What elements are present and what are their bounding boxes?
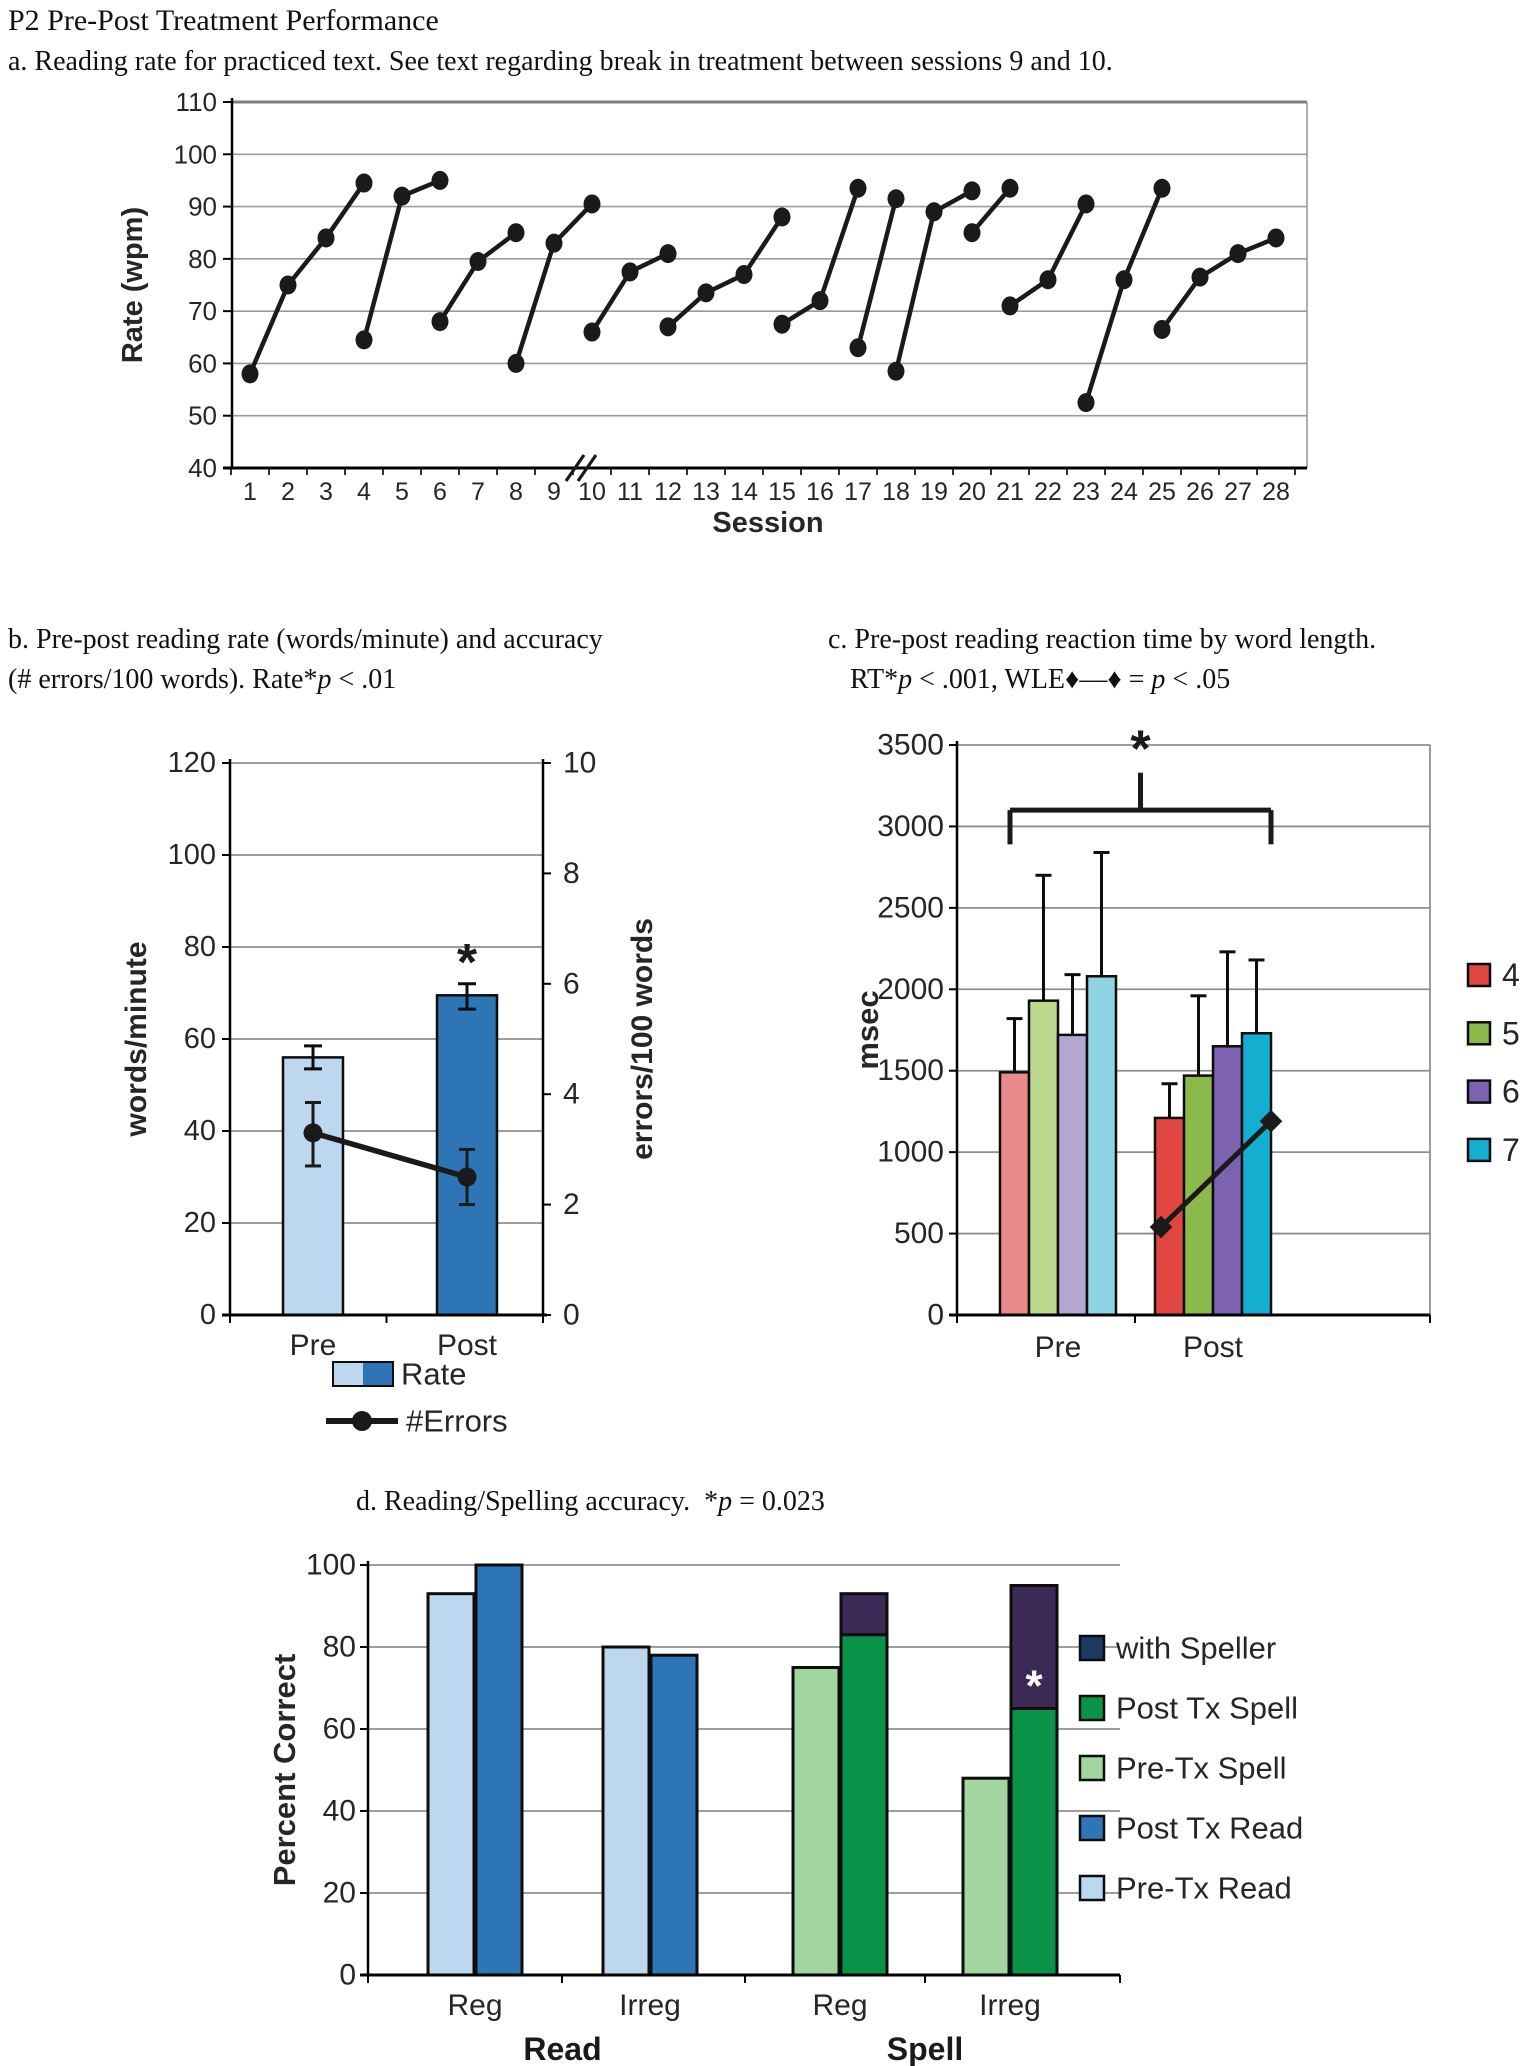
caption-a [8, 42, 1113, 82]
right-axis-labels [563, 747, 596, 1332]
svg-text:0: 0 [339, 1958, 356, 1992]
svg-text:100: 100 [173, 139, 217, 170]
accuracy-bars [428, 1565, 1057, 1975]
svg-text:15: 15 [768, 478, 796, 506]
svg-text:Pre: Pre [1034, 1331, 1082, 1364]
svg-text:5: 5 [1502, 1015, 1520, 1052]
svg-text:0: 0 [199, 1299, 216, 1331]
caption-c [828, 620, 1536, 700]
svg-text:40: 40 [183, 1115, 216, 1147]
caption-b-line1: b. Pre-post reading rate (words/minute) and accuracy [8, 624, 603, 655]
svg-text:10: 10 [563, 746, 597, 780]
data-point [1002, 179, 1019, 198]
svg-text:Reg: Reg [447, 1989, 503, 2022]
svg-text:6: 6 [1502, 1073, 1520, 1110]
svg-text:80: 80 [322, 1630, 356, 1664]
svg-text:16: 16 [806, 478, 834, 506]
svg-text:0: 0 [563, 1298, 580, 1332]
data-point [318, 228, 335, 247]
data-point [964, 181, 981, 200]
svg-text:Pre-Tx Spell: Pre-Tx Spell [1116, 1750, 1287, 1786]
svg-text:2500: 2500 [877, 891, 944, 925]
svg-text:60: 60 [188, 348, 217, 379]
svg-text:120: 120 [167, 747, 216, 779]
svg-text:Percent Correct: Percent Correct [267, 1653, 302, 1887]
y-axis-title [117, 207, 149, 363]
post-read-bar-irreg [651, 1655, 697, 1975]
y-axis-labels [877, 729, 944, 1332]
reaction-time-chart [820, 718, 1536, 1418]
svg-text:25: 25 [1148, 478, 1176, 506]
svg-text:8: 8 [509, 478, 523, 506]
data-point [1040, 270, 1057, 289]
svg-text:Reg: Reg [812, 1989, 868, 2022]
svg-text:80: 80 [183, 931, 216, 963]
page-title: P2 Pre-Post Treatment Performance [8, 4, 439, 37]
svg-text:26: 26 [1186, 478, 1214, 506]
data-point [1078, 393, 1095, 412]
post-bar-len5 [1184, 1076, 1213, 1315]
svg-text:Irreg: Irreg [619, 1989, 681, 2022]
caption-b-line2: (# errors/100 words). Rate*p < .01 [8, 664, 397, 695]
svg-text:5: 5 [395, 478, 409, 506]
svg-text:21: 21 [996, 478, 1024, 506]
y-axis-labels [306, 1549, 356, 1992]
svg-text:23: 23 [1072, 478, 1100, 506]
post-bar-len6 [1213, 1046, 1242, 1315]
y-axis-labels [174, 87, 217, 483]
legend [1080, 1631, 1303, 1906]
svg-text:#Errors: #Errors [406, 1403, 508, 1439]
data-point [1154, 320, 1171, 339]
svg-text:500: 500 [893, 1217, 944, 1251]
caption-d: d. Reading/Spelling accuracy. *p = 0.023 [356, 1486, 825, 1517]
svg-text:20: 20 [183, 1207, 216, 1239]
data-point [1230, 244, 1247, 263]
svg-text:8: 8 [563, 856, 580, 890]
y-axis-title [267, 1654, 302, 1887]
accuracy-chart [250, 1530, 1536, 2066]
data-point [508, 223, 525, 242]
pre-bar-len5 [1029, 1001, 1058, 1315]
legend [1468, 957, 1520, 1168]
data-point [888, 362, 905, 381]
svg-text:9: 9 [547, 478, 561, 506]
svg-text:Post: Post [436, 1329, 498, 1362]
data-point [242, 364, 259, 383]
data-point [812, 291, 829, 310]
data-point [774, 315, 791, 334]
svg-text:Irreg: Irreg [979, 1989, 1041, 2022]
svg-text:3000: 3000 [877, 809, 944, 843]
data-point [1002, 296, 1019, 315]
x-axis-title [712, 507, 823, 539]
svg-text:Read: Read [523, 2031, 602, 2066]
data-point [850, 179, 867, 198]
reading-rate-chart [0, 78, 1380, 548]
significance-asterisk: * [1025, 1661, 1043, 1711]
post-spell-bar-irreg [1011, 1709, 1057, 1976]
caption-c-line2: RT*p < .001, WLE♦––♦ = p < .05 [850, 664, 1231, 695]
svg-text:errors/100 words: errors/100 words [626, 918, 659, 1160]
svg-text:Rate: Rate [401, 1356, 467, 1392]
svg-text:Post Tx Read: Post Tx Read [1116, 1810, 1304, 1846]
svg-text:40: 40 [322, 1794, 356, 1828]
svg-text:4: 4 [357, 478, 371, 506]
errors-point [458, 1168, 477, 1187]
pre-bar-len4 [1000, 1072, 1029, 1315]
data-point [356, 330, 373, 349]
post-read-bar-reg [476, 1565, 522, 1975]
data-point [1116, 270, 1133, 289]
data-point [774, 208, 791, 227]
svg-text:2: 2 [563, 1188, 580, 1222]
svg-text:60: 60 [322, 1712, 356, 1746]
data-point [926, 202, 943, 221]
svg-text:12: 12 [654, 478, 682, 506]
legend-swatch-post-tx-read [1080, 1816, 1104, 1840]
svg-text:msec: msec [850, 990, 885, 1070]
svg-text:6: 6 [433, 478, 447, 506]
svg-text:7: 7 [471, 478, 485, 506]
svg-text:with Speller: with Speller [1116, 1630, 1277, 1666]
legend-swatch-post-tx-spell [1080, 1696, 1104, 1720]
svg-text:0: 0 [927, 1298, 944, 1332]
svg-text:1500: 1500 [877, 1054, 944, 1088]
svg-text:19: 19 [920, 478, 948, 506]
data-point [888, 189, 905, 208]
svg-text:13: 13 [692, 478, 720, 506]
post-spell-bar-reg [841, 1635, 887, 1975]
svg-text:Session: Session [712, 507, 824, 539]
data-point [584, 323, 601, 342]
legend-swatch-len5 [1468, 1022, 1490, 1044]
data-point [622, 262, 639, 281]
svg-text:Spell: Spell [886, 2031, 964, 2066]
data-point [850, 338, 867, 357]
svg-text:Post Tx Spell: Post Tx Spell [1116, 1690, 1299, 1726]
data-point [394, 187, 411, 206]
category-labels [1035, 1331, 1244, 1364]
rt-bars [1000, 976, 1271, 1315]
svg-text:4: 4 [1502, 957, 1520, 993]
svg-text:4: 4 [563, 1077, 580, 1111]
svg-text:Pre: Pre [289, 1329, 337, 1362]
rate-bar-pre [283, 1057, 343, 1315]
data-point [1268, 228, 1285, 247]
svg-text:80: 80 [188, 243, 217, 274]
legend-swatch-pre-tx-read [1080, 1876, 1104, 1900]
svg-text:100: 100 [167, 839, 216, 871]
svg-text:Pre-Tx Read: Pre-Tx Read [1116, 1870, 1292, 1906]
svg-text:70: 70 [188, 296, 217, 327]
svg-text:7: 7 [1502, 1131, 1520, 1168]
rate-legend-swatch-pre [333, 1362, 363, 1386]
legend-swatch-pre-tx-spell [1080, 1756, 1104, 1780]
svg-text:50: 50 [188, 400, 217, 431]
caption-b [8, 620, 808, 700]
svg-text:90: 90 [188, 191, 217, 222]
svg-text:*: * [456, 934, 478, 992]
svg-text:20: 20 [958, 478, 986, 506]
data-point [1078, 194, 1095, 213]
svg-text:1: 1 [243, 478, 257, 506]
svg-text:110: 110 [175, 87, 217, 117]
svg-text:22: 22 [1034, 478, 1062, 506]
data-point [660, 244, 677, 263]
svg-text:3: 3 [319, 478, 333, 506]
data-point [1154, 179, 1171, 198]
axes [222, 759, 551, 1323]
significance-asterisk [457, 934, 478, 992]
rate-errors-chart [0, 740, 700, 1485]
svg-text:24: 24 [1110, 478, 1138, 506]
rate-legend-swatch-post [363, 1362, 393, 1386]
post-bar-len7 [1242, 1033, 1271, 1315]
left-axis-labels [168, 747, 216, 1331]
with-speller-segment-reg [841, 1594, 887, 1635]
svg-text:60: 60 [183, 1023, 216, 1055]
svg-text:6: 6 [563, 967, 580, 1001]
svg-text:17: 17 [844, 478, 872, 506]
data-point [280, 276, 297, 295]
data-point [470, 252, 487, 271]
svg-text:1000: 1000 [877, 1135, 944, 1169]
data-point [584, 194, 601, 213]
svg-text:Rate (wpm): Rate (wpm) [117, 206, 149, 364]
data-point [698, 283, 715, 302]
data-point [964, 223, 981, 242]
svg-text:*: * [1130, 720, 1151, 779]
pre-bar-len7 [1087, 976, 1116, 1315]
legend-swatch-len6 [1468, 1081, 1490, 1103]
svg-text:2: 2 [281, 478, 295, 506]
data-point [1192, 268, 1209, 287]
caption-c-line1: c. Pre-post reading reaction time by word length. [828, 624, 1377, 655]
svg-text:words/minute: words/minute [120, 941, 153, 1137]
legend-swatch-len4 [1468, 964, 1490, 986]
y-axis-title [850, 990, 885, 1069]
data-point [660, 317, 677, 336]
x-axis-labels [243, 478, 1290, 506]
svg-text:100: 100 [305, 1548, 356, 1582]
svg-text:40: 40 [188, 453, 217, 483]
svg-text:20: 20 [322, 1876, 356, 1910]
svg-text:18: 18 [882, 478, 910, 506]
data-point [508, 354, 525, 373]
caption-a-text: a. Reading rate for practiced text. See text regarding break in treatment between sessions 9 and 10. [8, 46, 1113, 77]
pre-read-bar-irreg [603, 1647, 649, 1975]
errors-point [304, 1123, 323, 1142]
legend-swatch-with-speller [1080, 1636, 1104, 1660]
data-point [736, 265, 753, 284]
data-point [432, 312, 449, 331]
right-axis-title [626, 918, 659, 1160]
svg-text:11: 11 [617, 478, 643, 506]
group-labels [523, 2031, 963, 2066]
svg-text:10: 10 [578, 478, 606, 506]
legend [326, 1357, 508, 1439]
gridlines [232, 102, 1307, 468]
data-point [546, 234, 563, 253]
pre-bar-len6 [1058, 1035, 1087, 1315]
data-point [432, 171, 449, 190]
legend-swatch-len7 [1468, 1139, 1490, 1161]
category-labels [447, 1989, 1040, 2022]
pre-read-bar-reg [428, 1594, 474, 1975]
pre-spell-bar-reg [793, 1668, 839, 1976]
svg-text:28: 28 [1262, 478, 1290, 506]
data-point [356, 174, 373, 193]
svg-text:3500: 3500 [877, 728, 944, 762]
svg-text:27: 27 [1224, 478, 1252, 506]
svg-text:2000: 2000 [877, 972, 944, 1006]
pre-spell-bar-irreg [963, 1778, 1009, 1975]
svg-text:14: 14 [730, 478, 758, 506]
left-axis-title [120, 941, 153, 1137]
svg-text:Post: Post [1182, 1331, 1244, 1364]
